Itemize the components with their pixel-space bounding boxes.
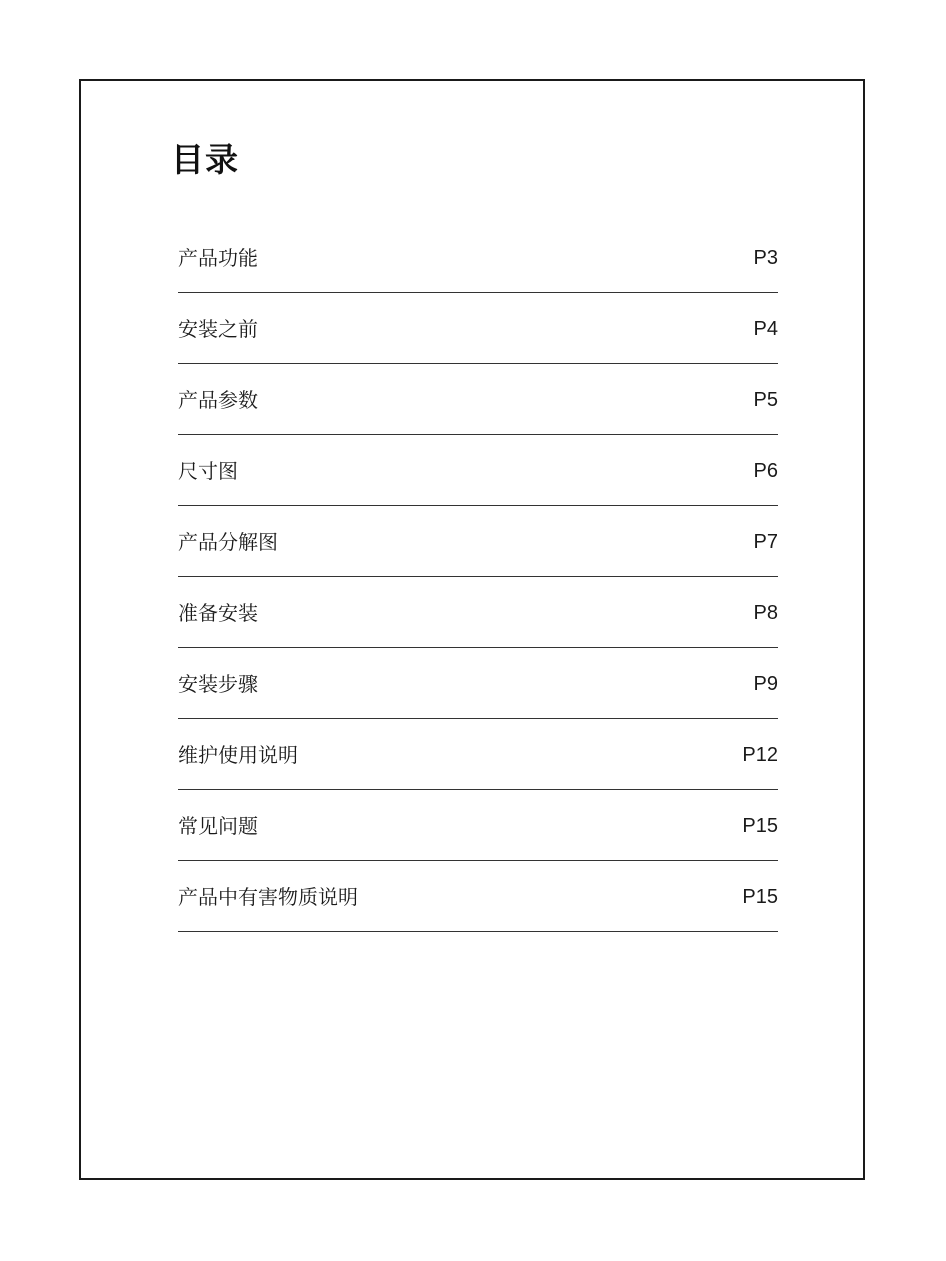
toc-entry-page: P5 [753,388,778,411]
page-title: 目录 [171,140,239,179]
toc-entry[interactable] [178,791,778,861]
toc-entry[interactable] [178,507,778,577]
toc-entry-label: 产品分解图 [178,529,278,554]
toc-entry[interactable] [178,223,778,293]
toc-entry-page: P7 [753,530,778,553]
toc-entry-label: 维护使用说明 [178,742,298,767]
toc-entry-page: P4 [753,317,778,340]
toc-entry-label: 安装步骤 [178,671,258,696]
toc-entry[interactable] [178,862,778,932]
toc-entry[interactable] [178,720,778,790]
toc-entry[interactable] [178,365,778,435]
toc-entry-page: P8 [753,601,778,624]
toc-entry-label: 产品功能 [178,245,258,270]
toc-entry-page: P15 [742,885,778,908]
toc-entry-label: 安装之前 [178,316,258,341]
toc-entry[interactable] [178,294,778,364]
toc-entry-page: P3 [753,246,778,269]
toc-entry[interactable] [178,436,778,506]
toc-entry-label: 产品中有害物质说明 [178,884,358,909]
toc-entry-page: P6 [753,459,778,482]
toc-entry-label: 准备安装 [178,600,258,625]
table-of-contents [178,223,778,933]
toc-entry-page: P12 [742,743,778,766]
toc-entry-page: P15 [742,814,778,837]
toc-entry-label: 产品参数 [178,387,258,412]
toc-entry-page: P9 [753,672,778,695]
toc-entry[interactable] [178,578,778,648]
toc-entry-label: 常见问题 [178,813,258,838]
toc-entry[interactable] [178,649,778,719]
toc-entry-label: 尺寸图 [178,458,238,483]
